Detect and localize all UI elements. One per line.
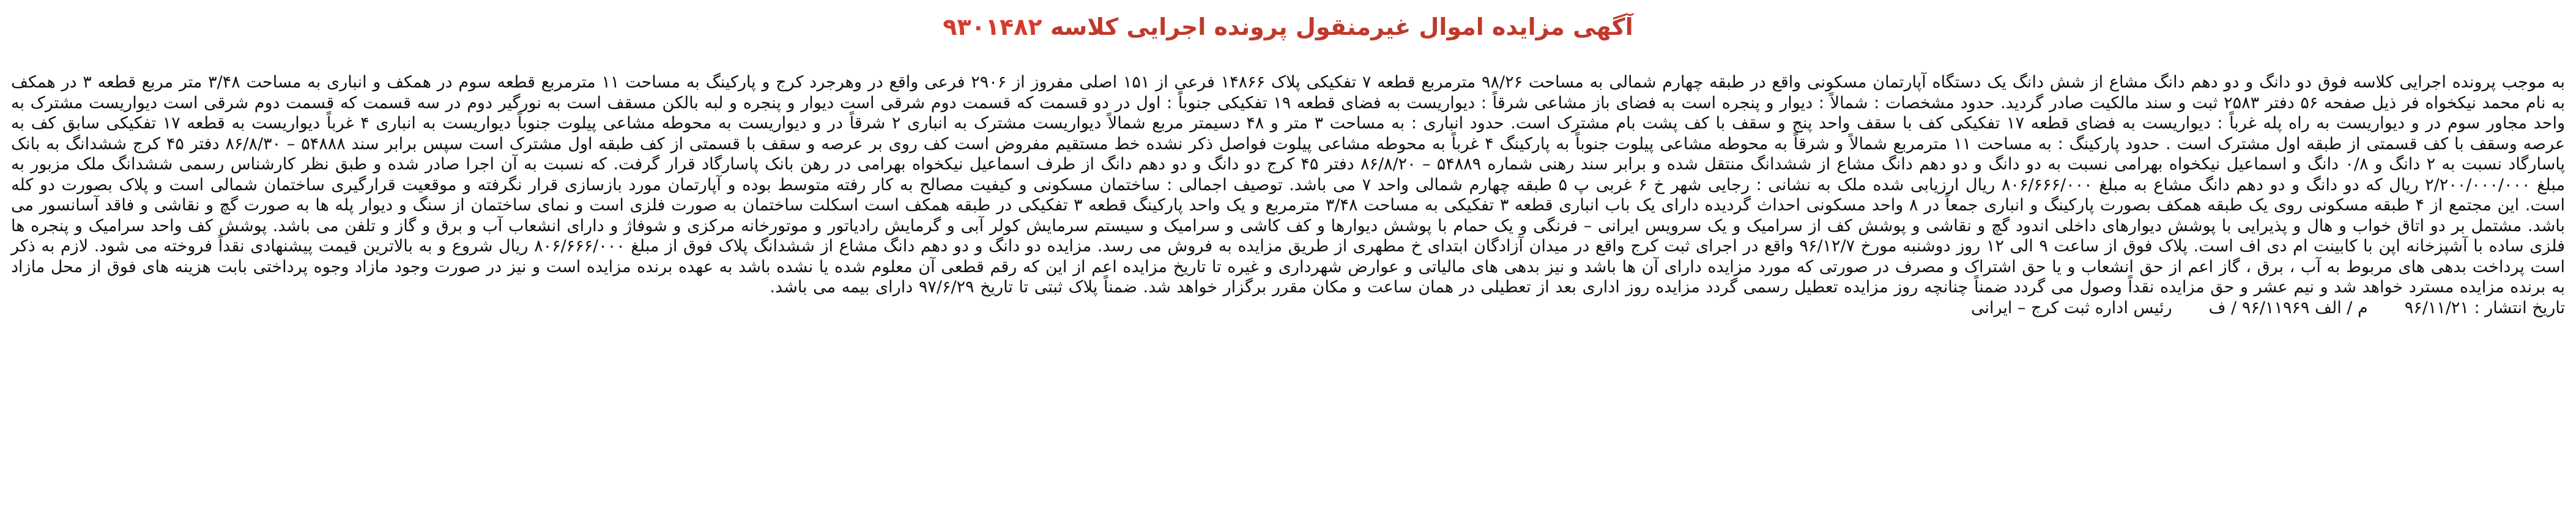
letter-number: م / الف ۹۶/۱۱۹۶۹ / ف [2208, 298, 2368, 317]
publish-date: تاریخ انتشار : ۹۶/۱۱/۲۱ [2404, 298, 2565, 317]
signature-line: رئیس اداره ثبت کرج – ایرانی [1971, 298, 2172, 317]
notice-body: به موجب پرونده اجرایی کلاسه فوق دو دانگ و دو دهم دانگ مشاع از شش دانگ یک دستگاه آپارتمان مسکونی واقع در طبقه چهارم شمالی به مساحت ۹۸/۲۶ مترمربع قطعه ۷ تفکیکی پلاک ۱۴۸۶۶ فرعی از ۱۵۱ اصلی مفروز از ۲۹۰۶ فرعی واقع در وهرجرد کرج و پارکینگ به مساحت ۱۱ مترمربع قطعه سوم در همکف و انباری به مساحت ۳/۴۸ متر مربع قطعه ۳ در همکف به نام محمد نیکخواه فر ذیل صفحه ۵۶ دفتر ۲۵۸۳ ثبت و سند مالکیت صادر گردید. حدود مشخصات : شمالاً : دیوار و پنجره است به فضای باز مشاعی شرقاً : دیواریست به فضای قطعه ۱۹ تفکیکی جنوباً : اول در دو قسمت که قسمت دوم شرقی است دیوار و پنجره و لبه بالکن مسقف است به نورگیر دوم در سه قسمت که قسمت دوم شرقی است دیواریست مشترک به واحد مجاور سوم در و دیواریست به راه پله غرباً : دیواریست به فضای قطعه ۱۷ تفکیکی کف با سقف واحد پنج و سقف با کف پشت بام مشترک است. حدود انباری : به مساحت ۳ متر و ۴۸ دسیمتر مربع شمالاً دیواریست مشترک به انباری ۲ شرقاً در و دیواریست به محوطه مشاعی پیلوت جنوباً دیواریست به انباری ۴ غرباً دیواریست به قطعه ۱۷ تفکیکی سابق کف به عرصه وسقف با کف قسمتی از طبقه اول مشترک است . حدود پارکینگ : به مساحت ۱۱ مترمربع شمالاً و شرقاً به محوطه مشاعی پیلوت جنوباً به پارکینگ ۴ غرباً به محوطه مشاعی پیلوت فواصل ذکر نشده خط مستقیم مفروض است کف روی بر عرصه و سقف با قسمتی از کف طبقه اول مشترک است سپس برابر سند ۵۴۸۸۸ – ۸۶/۸/۳۰ دفتر ۴۵ کرج ششدانگ به بانک پاسارگاد نسبت به ۲ دانگ و ۰/۸ دانگ و اسماعیل نیکخواه بهرامی نسبت به دو دانگ و دو دهم دانگ مشاع از ششدانگ منتقل شده و برابر سند رهنی شماره ۵۴۸۸۹ – ۸۶/۸/۲۰ دفتر ۴۵ کرج دو دانگ و دو دهم دانگ از طرف اسماعیل نیکخواه بهرامی در رهن بانک پاسارگاد قرار گرفت. که نسبت به آن اجرا صادر شده و طبق نظر کارشناس رسمی ششدانگ ملک مزبور به مبلغ ۲/۲۰۰/۰۰۰/۰۰۰ ریال که دو دانگ و دو دهم دانگ مشاع به مبلغ ۸۰۶/۶۶۶/۰۰۰ ریال ارزیابی شده ملک به نشانی : رجایی شهر خ ۶ غربی پ ۵ طبقه چهارم شمالی واحد ۷ می باشد. توصیف اجمالی : ساختمان مسکونی و کیفیت مصالح به کار رفته متوسط بوده و آپارتمان مورد بازسازی قرار نگرفته و موقعیت قرارگیری ساختمان شمالی است و پلاک بصورت دو کله است. این مجتمع از ۴ طبقه مسکونی روی یک طبقه همکف بصورت پارکینگ و انباری جمعاً در ۸ واحد مسکونی احداث گردیده دارای یک باب انباری قطعه ۳ تفکیکی به مساحت ۳/۴۸ مترمربع و یک واحد پارکینگ قطعه ۳ تفکیکی در طبقه همکف است اسکلت ساختمان به صورت فلزی است و نمای ساختمان از سنگ و دیوار پله ها به صورت گچ و نقاشی و فاقد آسانسور می باشد. مشتمل بر دو اتاق خواب و هال و پذیرایی با پوشش دیوارهای داخلی اندود گچ و نقاشی و پوشش کف از سرامیک و یک سرویس ایرانی – فرنگی و یک حمام با پوشش دیوارها و کف کاشی و سرامیک و سیستم سرمایش کولر آبی و گرمایش رادیاتور و موتورخانه مرکزی و شوفاژ و دارای انشعاب آب و برق و گاز و تلفن می باشد. پوشش کف واحد سرامیک و پنجره ها فلزی ساده با آشپزخانه اپن با کابینت ام دی اف است. پلاک فوق از ساعت ۹ الی ۱۲ روز دوشنبه مورخ ۹۶/۱۲/۷ واقع در اجرای ثبت کرج واقع در میدان آزادگان ابتدای خ مطهری از طریق مزایده به فروش می رسد. مزایده دو دانگ و دو دهم دانگ مشاع از ششدانگ پلاک فوق از مبلغ ۸۰۶/۶۶۶/۰۰۰ ریال شروع و به بالاترین قیمت پیشنهادی نقداً فروخته می شود. لازم به ذکر است پرداخت بدهی های مربوط به آب ، برق ، گاز اعم از حق انشعاب و یا حق اشتراک و مصرف در صورتی که مورد مزایده دارای آن ها باشد و نیز بدهی های مالیاتی و عوارض شهرداری و غیره تا تاریخ مزایده اعم از این که رقم قطعی آن معلوم شده یا نشده باشد به عهده برنده مزایده است و نیز در صورت وجود مازاد وجوه پرداختی بابت هزینه های فوق از محل مازاد به برنده مزایده مسترد خواهد شد و نیم عشر و حق مزایده نقداً وصول می گردد ضمناً چنانچه روز مزایده تعطیل رسمی گردد مزایده روز اداری بعد از تعطیلی در همان ساعت و مکان مقرر برگزار خواهد شد. ضمناً پلاک ثبتی تا تاریخ ۹۷/۶/۲۹ دارای بیمه می باشد. [11, 73, 2566, 297]
notice-title [11, 12, 2565, 42]
notice-title-text: آگهی مزایده اموال غیرمنقول پرونده اجرایی کلاسه [1050, 13, 1633, 40]
notice-footer [11, 298, 2565, 319]
case-number: ۹۳۰۱۴۸۲ [943, 13, 1042, 40]
